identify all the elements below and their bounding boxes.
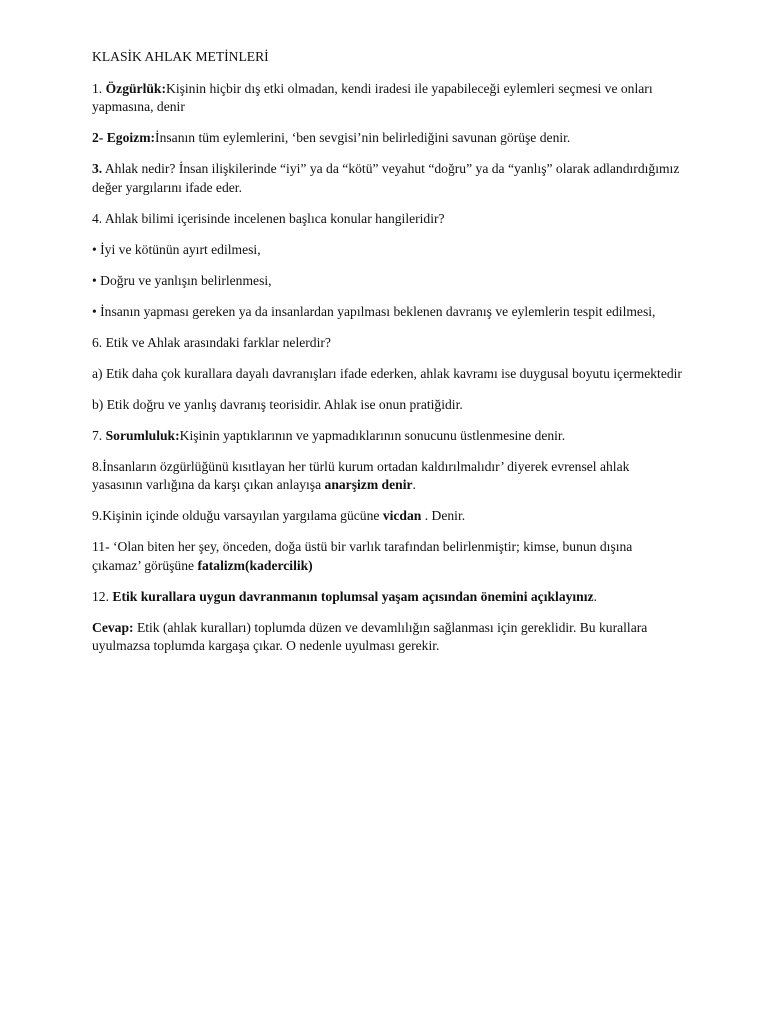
document-page — [92, 48, 682, 668]
definition-ozgurluk: Kişinin hiçbir dış etki olmadan, kendi iradesi ile yapabileceği eylemleri seçmesi ve onları yapmasına, denir — [92, 80, 653, 114]
question-etik-ahlak: 6. Etik ve Ahlak arasındaki farklar nelerdir? — [92, 334, 331, 350]
bullet-item: • İnsanın yapması gereken ya da insanlardan yapılması beklenen davranış ve eylemlerin tespit edilmesi, — [92, 303, 656, 319]
definition-ahlak: Ahlak nedir? İnsan ilişkilerinde “iyi” ya da “kötü” veyahut “doğru” ya da “yanlış” olarak adlandırdığımız değer yargılarını ifade eder. — [92, 161, 680, 195]
paragraph-anarsizm — [92, 458, 682, 495]
document-title: KLASİK AHLAK METİNLERİ — [92, 49, 269, 64]
punctuation: . — [412, 477, 416, 492]
item-number: 3. — [92, 161, 103, 176]
question-ahlak-bilimi: 4. Ahlak bilimi içerisinde incelenen başlıca konular hangileridir? — [92, 210, 445, 226]
definition-sorumluluk: Kişinin yaptıklarının ve yapmadıklarının sonucunu üstlenmesine denir. — [179, 427, 566, 443]
definition-anarsizm: 8.İnsanların özgürlüğünü kısıtlayan her türlü kurum ortadan kaldırılmalıdır’ diyerek evrensel ahlak yasasının varlığına da karşı çıkan anlayışa — [92, 458, 630, 492]
answer-paragraph — [92, 619, 682, 656]
answer-label: Cevap: — [92, 619, 134, 635]
term-vicdan: vicdan — [382, 508, 422, 523]
definition-fatalizm: 11- ‘Olan biten her şey, önceden, doğa üstü bir varlık tarafından belirlenmiştir; kimse, bunun dışına çıkamaz’ görüşüne — [92, 539, 633, 573]
term-ozgurluk: Özgürlük: — [105, 80, 167, 96]
answer-text: Etik (ahlak kuralları) toplumda düzen ve devamlılığın sağlanması için gereklidir. Bu kurallara uyulmazsa toplumda kargaşa çıkar. O nedenle uyulması gerekir. — [92, 619, 648, 653]
paragraph-sorumluluk — [92, 427, 682, 446]
paragraph-ozgurluk — [92, 80, 682, 117]
term-egoizm: 2- Egoizm: — [92, 130, 156, 145]
answer-a: a) Etik daha çok kurallara dayalı davranışları ifade ederken, ahlak kavramı ise duygusal boyutu içermektedir — [92, 365, 682, 381]
paragraph-vicdan — [92, 507, 682, 526]
definition-vicdan: 9.Kişinin içinde olduğu varsayılan yargılama gücüne — [92, 508, 383, 523]
bullet-item: • İyi ve kötünün ayırt edilmesi, — [92, 241, 261, 257]
bullet-item: • Doğru ve yanlışın belirlenmesi, — [92, 272, 272, 288]
question-text: Etik kurallara uygun davranmanın toplumsal yaşam açısından önemini açıklayınız — [112, 588, 594, 604]
item-number: 12. — [92, 588, 113, 604]
term-anarsizm: anarşizm denir — [324, 477, 413, 492]
question-etik-kurallar — [92, 588, 682, 607]
punctuation: . — [593, 588, 597, 604]
paragraph-egoizm — [92, 129, 682, 148]
item-number: 7. — [92, 427, 106, 443]
definition-egoizm: İnsanın tüm eylemlerini, ‘ben sevgisi’nin belirlediğini savunan görüşe denir. — [155, 130, 571, 145]
punctuation: . Denir. — [421, 508, 466, 523]
paragraph-ahlak-nedir — [92, 160, 682, 197]
answer-b: b) Etik doğru ve yanlış davranış teorisidir. Ahlak ise onun pratiğidir. — [92, 396, 463, 412]
term-fatalizm: fatalizm(kadercilik) — [197, 557, 313, 573]
item-number: 1. — [92, 80, 106, 96]
paragraph-fatalizm — [92, 538, 682, 575]
term-sorumluluk: Sorumluluk: — [105, 427, 180, 443]
